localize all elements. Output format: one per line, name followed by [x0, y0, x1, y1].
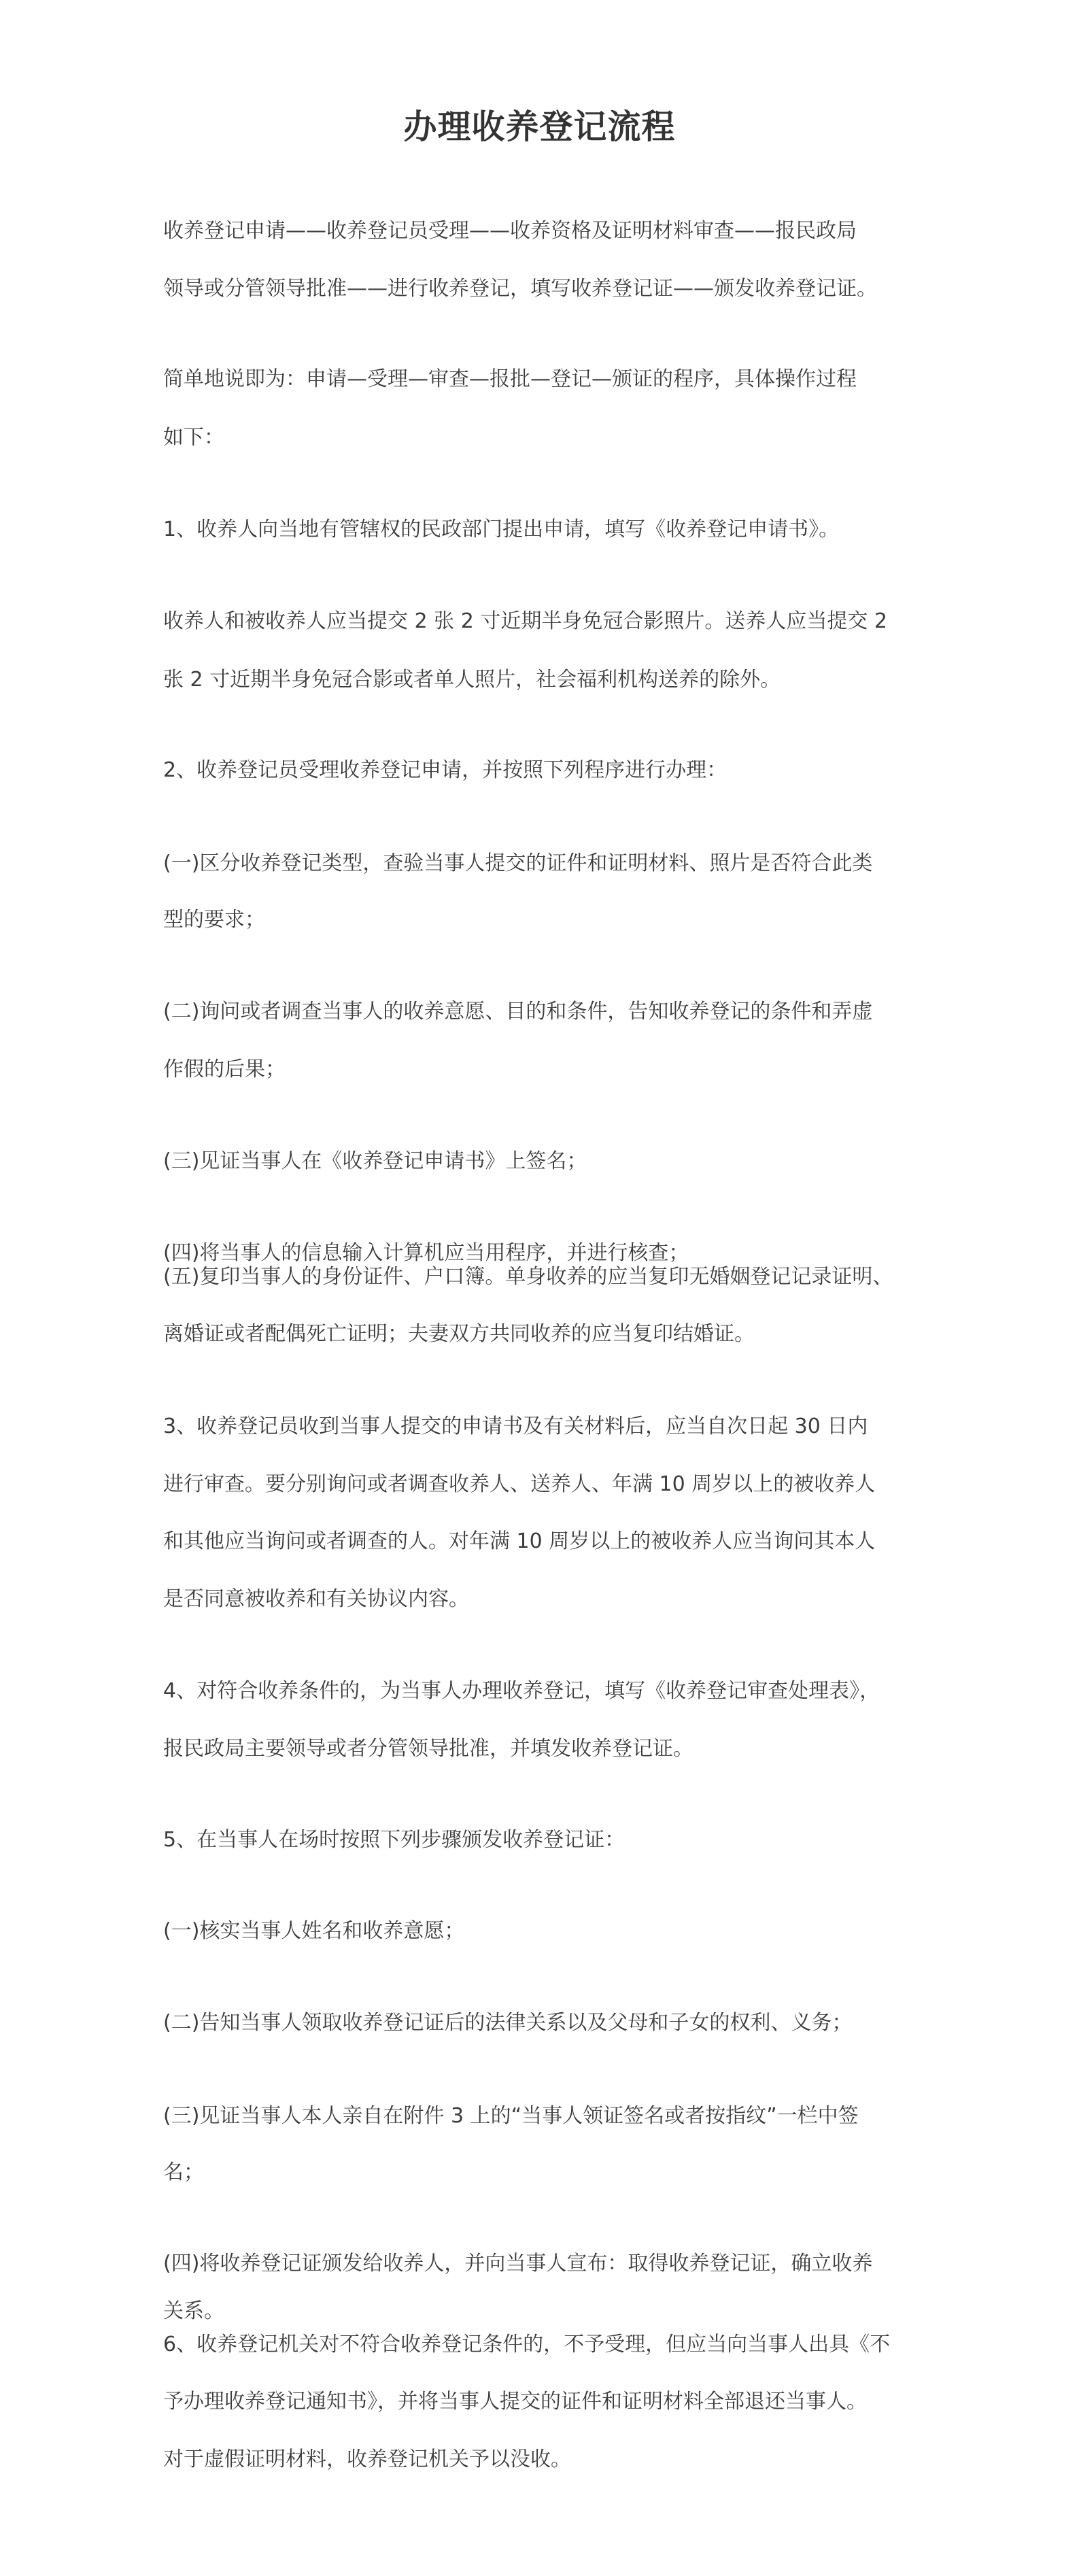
paragraph-line: 进行审查。要分别询问或者调查收养人、送养人、年满 10 周岁以上的被收养人	[163, 1472, 876, 1496]
paragraph-line: 收养人和被收养人应当提交 2 张 2 寸近期半身免冠合影照片。送养人应当提交 2	[163, 609, 887, 633]
paragraph-line: 简单地说即为：申请—受理—审查—报批—登记—颁证的程序，具体操作过程	[163, 367, 857, 391]
paragraph-line: (二)询问或者调查当事人的收养意愿、目的和条件，告知收养登记的条件和弄虚	[163, 1000, 873, 1023]
paragraph-line: (三)见证当事人在《收养登记申请书》上签名；	[163, 1149, 587, 1173]
paragraph-line: (三)见证当事人本人亲自在附件 3 上的“当事人领证签名或者按指纹”一栏中签	[163, 2104, 859, 2128]
paragraph-line: 作假的后果；	[163, 1057, 286, 1081]
paragraph-line: 和其他应当询问或者调查的人。对年满 10 周岁以上的被收养人应当询问其本人	[163, 1529, 876, 1553]
paragraph-line: 张 2 寸近期半身免冠合影或者单人照片，社会福利机构送养的除外。	[163, 668, 781, 692]
paragraph-line: 名；	[163, 2160, 204, 2184]
paragraph-line: (四)将收养登记证颁发给收养人，并向当事人宣布：取得收养登记证，确立收养	[163, 2252, 873, 2275]
paragraph-line: (一)区分收养登记类型，查验当事人提交的证件和证明材料、照片是否符合此类	[163, 851, 873, 875]
paragraph-line: 6、收养登记机关对不符合收养登记条件的，不予受理，但应当向当事人出具《不	[163, 2333, 891, 2356]
paragraph-line: 离婚证或者配偶死亡证明；夫妻双方共同收养的应当复印结婚证。	[163, 1322, 755, 1346]
paragraph-line: 4、对符合收养条件的，为当事人办理收养登记，填写《收养登记审查处理表》，	[163, 1679, 880, 1703]
paragraph-line: (四)将当事人的信息输入计算机应当用程序，并进行核查；	[163, 1241, 689, 1265]
paragraph-line: 1、收养人向当地有管辖权的民政部门提出申请，填写《收养登记申请书》。	[163, 518, 840, 541]
paragraph-line: 3、收养登记员收到当事人提交的申请书及有关材料后，应当自次日起 30 日内	[163, 1414, 868, 1438]
paragraph-line: 如下：	[163, 426, 224, 450]
paragraph-line: 对于虚假证明材料，收养登记机关予以没收。	[163, 2447, 571, 2471]
paragraph-line: (二)告知当事人领取收养登记证后的法律关系以及父母和子女的权利、义务；	[163, 2011, 853, 2035]
paragraph-line: 型的要求；	[163, 908, 265, 932]
paragraph-line: 2、收养登记员受理收养登记申请，并按照下列程序进行办理：	[163, 758, 727, 782]
paragraph-line: 报民政局主要领导或者分管领导批准，并填发收养登记证。	[163, 1737, 693, 1761]
paragraph-line: (一)核实当事人姓名和收养意愿；	[163, 1919, 465, 1943]
page-title: 办理收养登记流程	[403, 107, 676, 146]
paragraph-line: 收养登记申请——收养登记员受理——收养资格及证明材料审查——报民政局	[163, 219, 857, 243]
paragraph-line: 5、在当事人在场时按照下列步骤颁发收养登记证：	[163, 1828, 626, 1852]
paragraph-line: 是否同意被收养和有关协议内容。	[163, 1587, 469, 1611]
paragraph-line: (五)复印当事人的身份证件、户口簿。单身收养的应当复印无婚姻登记记录证明、	[163, 1265, 893, 1289]
paragraph-line: 关系。	[163, 2299, 224, 2323]
paragraph-line: 领导或分管领导批准——进行收养登记，填写收养登记证——颁发收养登记证。	[163, 277, 877, 301]
paragraph-line: 予办理收养登记通知书》，并将当事人提交的证件和证明材料全部退还当事人。	[163, 2390, 867, 2413]
